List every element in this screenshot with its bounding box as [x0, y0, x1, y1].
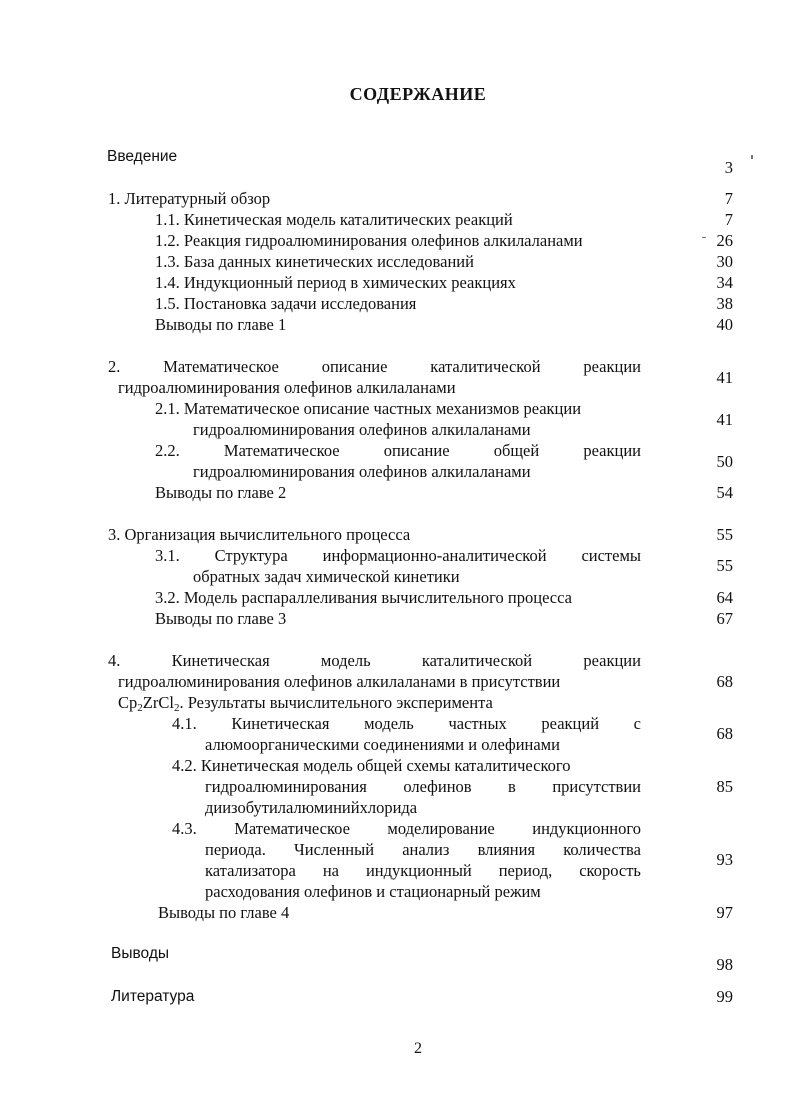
formula-cp: Cp [118, 693, 138, 712]
toc-conclusions-label[interactable]: Выводы [111, 945, 170, 962]
formula-zrcl: ZrCl [142, 693, 174, 712]
toc-4-2-word: в [508, 777, 516, 796]
toc-4-3-word: индукционный [365, 861, 472, 880]
toc-ch1-page: 7 [724, 189, 733, 208]
toc-4-1-word: модель [364, 714, 414, 733]
toc-ch2-word: описание [321, 357, 388, 376]
toc-4-3-line3[interactable] [205, 860, 641, 881]
toc-4-2-line3[interactable]: диизобутилалюминийхлорида [205, 798, 418, 817]
toc-ch4-word: Кинетическая [171, 651, 270, 670]
toc-3-1-word: 3.1. [155, 546, 180, 565]
toc-3-1-word: информационно-аналитической [322, 546, 547, 565]
toc-ch1-conclusion-label[interactable]: Выводы по главе 1 [155, 315, 287, 334]
toc-1-2-label[interactable]: 1.2. Реакция гидроалюминирования олефинов алкилаланами [155, 231, 583, 250]
toc-1-5-label[interactable]: 1.5. Постановка задачи исследования [155, 294, 417, 313]
toc-4-3-word: индукционного [532, 819, 641, 838]
toc-4-2-page: 85 [716, 777, 733, 796]
toc-intro-page: 3 [724, 158, 733, 177]
toc-literature-label[interactable]: Литература [111, 988, 195, 1005]
toc-2-2-word: Математическое [223, 441, 340, 460]
toc-ch2-conclusion-page: 54 [716, 483, 733, 502]
toc-4-3-line4[interactable]: расходования олефинов и стационарный режим [205, 882, 541, 901]
toc-ch3-conclusion-label[interactable]: Выводы по главе 3 [155, 609, 287, 628]
toc-2-2-word: 2.2. [155, 441, 180, 460]
toc-1-3-page: 30 [716, 252, 733, 271]
toc-2-2-line1[interactable] [155, 440, 641, 461]
toc-4-3-word: периода. [205, 840, 266, 859]
toc-3-1-word: Структура [214, 546, 288, 565]
toc-4-2-line2[interactable] [205, 776, 641, 797]
toc-4-3-word: период, [498, 861, 553, 880]
toc-ch3-page: 55 [716, 525, 733, 544]
formula-subscript: 2 [137, 702, 143, 714]
toc-ch4-conclusion-page: 97 [716, 903, 733, 922]
toc-2-1-line2[interactable]: гидроалюминирования олефинов алкилаланами [193, 420, 531, 439]
formula-subscript: 2 [173, 702, 180, 714]
toc-4-1-page: 68 [716, 724, 733, 743]
toc-4-3-word: Математическое [234, 819, 350, 838]
toc-1-3-label[interactable]: 1.3. База данных кинетических исследований [155, 252, 474, 271]
toc-conclusions-page: 98 [716, 955, 733, 974]
toc-ch1-label[interactable]: 1. Литературный обзор [108, 189, 271, 208]
toc-3-2-label[interactable]: 3.2. Модель распараллеливания вычислительного процесса [155, 588, 572, 607]
toc-ch2-line1[interactable] [108, 356, 641, 377]
toc-2-2-word: реакции [583, 441, 641, 460]
toc-2-2-word: общей [493, 441, 540, 460]
page-title: СОДЕРЖАНИЕ [349, 84, 487, 104]
toc-3-1-line2[interactable]: обратных задач химической кинетики [193, 567, 460, 586]
toc-1-4-label[interactable]: 1.4. Индукционный период в химических реакциях [155, 273, 516, 292]
toc-2-1-line1[interactable]: 2.1. Математическое описание частных механизмов реакции [155, 399, 582, 418]
toc-intro-label[interactable]: Введение [107, 148, 178, 165]
toc-4-3-page: 93 [716, 850, 733, 869]
toc-2-2-word: описание [383, 441, 450, 460]
toc-4-3-word: 4.3. [172, 819, 197, 838]
toc-ch1-conclusion-page: 40 [716, 315, 733, 334]
toc-4-3-line2[interactable] [205, 839, 641, 860]
toc-4-1-line1[interactable] [172, 713, 641, 734]
toc-ch4-word: каталитической [421, 651, 533, 670]
toc-ch4-word: модель [320, 651, 371, 670]
toc-4-3-word: на [322, 861, 339, 880]
toc-1-5-page: 38 [716, 294, 733, 313]
toc-ch3-label[interactable]: 3. Организация вычислительного процесса [108, 525, 411, 544]
toc-ch2-page: 41 [716, 368, 733, 387]
scan-speck [751, 155, 753, 159]
toc-4-1-word: 4.1. [172, 714, 197, 733]
toc-2-2-page: 50 [716, 452, 733, 471]
toc-1-1-label[interactable]: 1.1. Кинетическая модель каталитических реакций [155, 210, 513, 229]
toc-1-2-page: 26 [716, 231, 733, 250]
toc-ch3-conclusion-page: 67 [716, 609, 733, 628]
toc-4-2-word: присутствии [552, 777, 641, 796]
toc-4-3-word: Численный [294, 840, 375, 859]
toc-4-3-word: скорость [579, 861, 641, 880]
toc-ch4-word: реакции [583, 651, 641, 670]
toc-1-4-page: 34 [716, 273, 733, 292]
toc-ch2-line2[interactable]: гидроалюминирования олефинов алкилаланами [118, 378, 456, 397]
toc-literature-page: 99 [716, 987, 733, 1006]
toc-1-1-page: 7 [724, 210, 733, 229]
toc-3-1-line1[interactable] [155, 545, 641, 566]
toc-2-1-page: 41 [716, 410, 733, 429]
toc-4-1-word: с [633, 714, 641, 733]
toc-4-3-line1[interactable] [172, 818, 641, 839]
toc-ch4-line1[interactable] [108, 650, 641, 671]
toc-3-1-page: 55 [716, 556, 733, 575]
toc-ch4-line2[interactable]: гидроалюминирования олефинов алкилаланами в присутствии [118, 672, 561, 691]
toc-4-3-word: катализатора [205, 861, 296, 880]
toc-ch4-page: 68 [716, 672, 733, 691]
toc-4-1-word: реакций [541, 714, 600, 733]
toc-4-2-word: гидроалюминирования [205, 777, 367, 796]
toc-ch2-word: Математическое [163, 357, 279, 376]
scan-speck [702, 237, 706, 238]
toc-4-3-word: моделирование [387, 819, 495, 838]
toc-ch4-line3-rest: . Результаты вычислительного эксперимента [179, 693, 493, 712]
toc-4-1-word: Кинетическая [231, 714, 330, 733]
toc-ch2-conclusion-label[interactable]: Выводы по главе 2 [155, 483, 287, 502]
toc-3-2-page: 64 [716, 588, 733, 607]
toc-3-1-word: системы [581, 546, 641, 565]
toc-ch2-word: реакции [583, 357, 641, 376]
toc-ch2-word: каталитической [430, 357, 541, 376]
toc-ch4-conclusion-label[interactable]: Выводы по главе 4 [158, 903, 290, 922]
toc-4-2-word: олефинов [403, 777, 472, 796]
toc-ch2-word: 2. [108, 357, 121, 376]
toc-4-3-word: влияния [477, 840, 536, 859]
toc-ch4-line3[interactable] [118, 692, 493, 713]
toc-4-1-word: частных [448, 714, 507, 733]
page-number: 2 [414, 1040, 422, 1057]
toc-2-2-line2[interactable]: гидроалюминирования олефинов алкилаланами [193, 462, 531, 481]
toc-4-1-line2[interactable]: алюмоорганическими соединениями и олефинами [205, 735, 560, 754]
toc-ch4-word: 4. [108, 651, 121, 670]
toc-4-3-word: количества [563, 840, 641, 859]
toc-4-2-line1[interactable]: 4.2. Кинетическая модель общей схемы каталитического [172, 756, 571, 775]
toc-4-3-word: анализ [402, 840, 450, 859]
